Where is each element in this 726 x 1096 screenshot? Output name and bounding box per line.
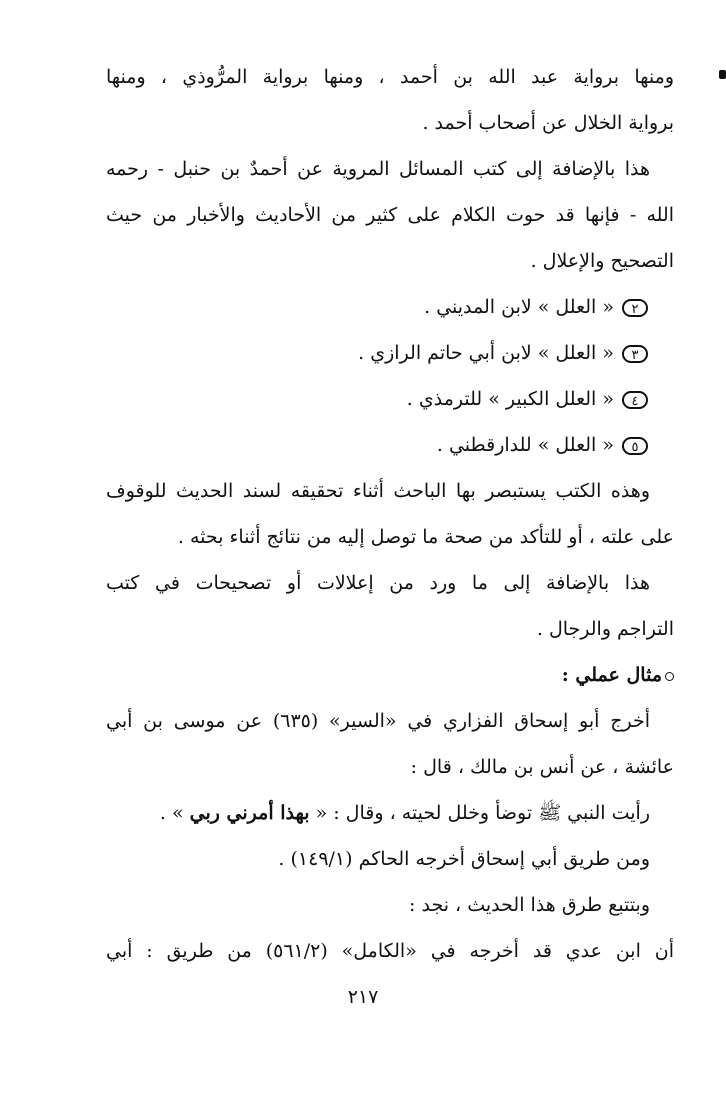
reference-number: ٣ xyxy=(622,345,648,363)
text-line: ومن طريق أبي إسحاق أخرجه الحاكم (١٤٩/١) . xyxy=(278,848,650,870)
hadith-quote xyxy=(106,790,674,836)
reference-text: « العلل » للدارقطني . xyxy=(436,434,614,456)
text-line: التصحيح والإعلال . xyxy=(530,250,674,272)
reference-text: « العلل » لابن المديني . xyxy=(424,296,614,318)
body-text xyxy=(106,54,674,974)
text-line: هذا بالإضافة إلى كتب المسائل المروية عن أحمدٌ بن حنبل - رحمه xyxy=(106,158,650,180)
text-line: وهذه الكتب يستبصر بها الباحث أثناء تحقيقه لسند الحديث للوقوف xyxy=(106,480,650,502)
text-line: وبتتبع طرق هذا الحديث ، نجد : xyxy=(409,894,650,916)
reference-item xyxy=(106,422,674,468)
text-line: أن ابن عدي قد أخرجه في «الكامل» (٥٦١/٢) من طريق : أبي xyxy=(106,940,674,962)
reference-item xyxy=(106,284,674,330)
quote-prefix: رأيت النبي ﷺ توضأ وخلل لحيته ، وقال : « xyxy=(309,802,650,824)
reference-number: ٤ xyxy=(622,391,648,409)
reference-item xyxy=(106,376,674,422)
text-line: برواية الخلال عن أصحاب أحمد . xyxy=(422,112,674,134)
text-line: على علته ، أو للتأكد من صحة ما توصل إليه من نتائج أثناء بحثه . xyxy=(177,526,674,548)
text-line: هذا بالإضافة إلى ما ورد من إعلالات أو تصحيحات في كتب xyxy=(106,572,650,594)
example-heading xyxy=(106,652,674,698)
reference-number: ٥ xyxy=(622,437,648,455)
text-line: عائشة ، عن أنس بن مالك ، قال : xyxy=(410,756,674,778)
reference-text: « العلل الكبير » للترمذي . xyxy=(406,388,614,410)
text-line: التراجم والرجال . xyxy=(536,618,674,640)
quote-suffix: » . xyxy=(159,802,190,824)
margin-mark xyxy=(719,70,726,79)
circle-bullet-icon xyxy=(665,672,674,681)
example-heading-text: مثال عملي : xyxy=(561,664,662,686)
text-line: الله - فإنها قد حوت الكلام على كثير من الأحاديث والأخبار من حيث xyxy=(106,204,674,226)
reference-text: « العلل » لابن أبي حاتم الرازي . xyxy=(358,342,614,364)
reference-item xyxy=(106,330,674,376)
quote-bold-text: بهذا أمرني ربي xyxy=(189,802,310,824)
reference-number: ٢ xyxy=(622,299,648,317)
text-line: أخرج أبو إسحاق الفزاري في «السير» (٦٣٥) عن موسى بن أبي xyxy=(106,710,650,732)
page-number: ٢١٧ xyxy=(347,986,379,1008)
text-line: ومنها برواية عبد الله بن أحمد ، ومنها برواية المرُّوذي ، ومنها xyxy=(106,66,674,88)
